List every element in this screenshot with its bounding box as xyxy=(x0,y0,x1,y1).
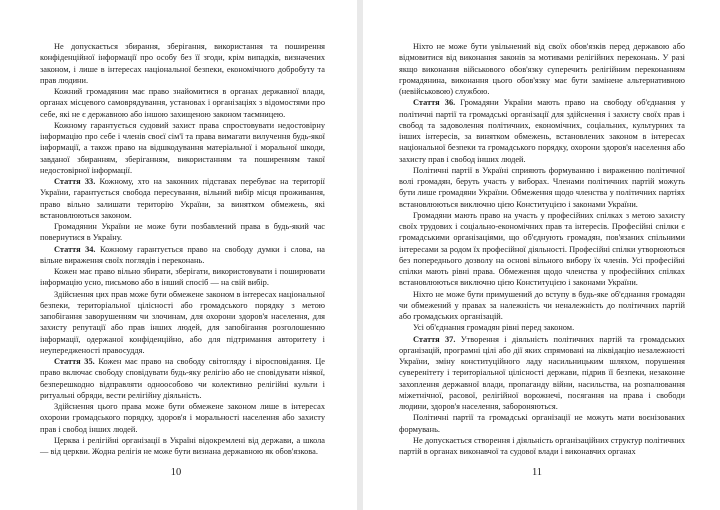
paragraph-text: Кожному, хто на законних підставах перебуває на території України, гарантується свобода пересування, вільний вибір місця проживання, право вільно залишати територію України, за винятком обмежень, які встановлюються законом. xyxy=(40,177,325,220)
article-paragraph xyxy=(399,97,685,165)
right-page-text xyxy=(399,41,685,457)
paragraph xyxy=(40,289,325,357)
paragraph-text: Кожен має право вільно збирати, зберігати, використовувати і поширювати інформацію усно, письмово або в інший спосіб — на свій вибір. xyxy=(40,267,325,288)
paragraph-text: Не допускається збирання, зберігання, використання та поширення конфіденційної інформації про особу без її згоди, крім випадків, визначених законом, і лише в інтересах національної безпеки, економічного добробуту та прав людини. xyxy=(40,42,325,85)
left-page xyxy=(0,0,357,510)
paragraph xyxy=(399,41,685,97)
paragraph xyxy=(40,401,325,435)
paragraph-text: Громадяни України мають право на свободу об'єднання у політичні партії та громадські організації для здійснення і захисту своїх прав і свобод та задоволення політичних, економічних, соціальних, культурних та інших інтересів, за винятком обмежень, встановлених законом в інтересах національної безпеки та громадського порядку, охорони здоров'я населення або захисту прав і свобод інших людей. xyxy=(399,98,685,164)
paragraph xyxy=(399,412,685,435)
paragraph-text: Політичні партії та громадські організації не можуть мати воєнізованих формувань. xyxy=(399,413,685,434)
right-page xyxy=(363,0,720,510)
paragraph xyxy=(399,322,685,333)
paragraph xyxy=(399,210,685,289)
paragraph xyxy=(399,435,685,458)
paragraph-text: Ніхто не може бути примушений до вступу в будь-яке об'єднання громадян чи обмежений у правах за належність чи неналежність до політичних партій або громадських організацій. xyxy=(399,289,685,321)
paragraph-text: Кожному гарантується право на свободу думки і слова, на вільне вираження своїх поглядів і переконань. xyxy=(40,244,325,265)
article-paragraph xyxy=(399,334,685,413)
paragraph xyxy=(40,266,325,289)
paragraph-text: Утворення і діяльність політичних партій та громадських організацій, програмні цілі або дії яких спрямовані на ліквідацію незалежності України, зміну конституційного ладу насильницьким шляхом, порушення суверенітету і територіальної цілісності держави, підрив її безпеки, незаконне захоплення державної влади, пропаганду війни, насильства, на розпалювання міжетнічної, расової, релігійної ворожнечі, посягання на права і свободи людини, здоров'я населення, забороняються. xyxy=(399,334,685,411)
article-paragraph xyxy=(40,356,325,401)
paragraph xyxy=(40,221,325,244)
paragraph-text: Здійснення цього права може бути обмежене законом лише в інтересах охорони громадського порядку, здоров'я і моральності населення або захисту прав і свобод інших людей. xyxy=(40,402,325,434)
article-heading: Стаття 36. xyxy=(413,98,456,108)
paragraph-text: Усі об'єднання громадян рівні перед законом. xyxy=(413,323,575,333)
paragraph xyxy=(40,41,325,86)
article-paragraph xyxy=(40,176,325,221)
paragraph-text: Не допускається створення і діяльність організаційних структур політичних партій в органах виконавчої та судової влади і виконавчих органах xyxy=(399,435,685,456)
paragraph xyxy=(40,120,325,176)
paragraph-text: Ніхто не може бути увільнений від своїх обов'язків перед державою або відмовитися від виконання законів за мотивами релігійних переконань. У разі якщо виконання військового обов'язку суперечить релігійним переконанням громадянина, виконання цього обов'язку має бути замінене альтернативною (невійськовою) службою. xyxy=(399,42,685,96)
paragraph-text: Кожен має право на свободу світогляду і віросповідання. Це право включає свободу сповідувати будь-яку релігію або не сповідувати ніякої, безперешкодно відправляти одноособово чи колективно релігійні культи і ритуальні обряди, вести релігійну діяльність. xyxy=(40,357,325,400)
paragraph-text: Політичні партії в Україні сприяють формуванню і вираженню політичної волі громадян, беруть участь у виборах. Членами політичних партій можуть бути лише громадяни України. Обмеження щодо членства у політичних партіях встановлюються виключно цією Конституцією і законами України. xyxy=(399,165,685,209)
paragraph-text: Громадяни мають право на участь у професійних спілках з метою захисту своїх трудових і соціально-економічних прав та інтересів. Професійні спілки є громадськими організаціями, що об'єднують громадян, пов'язаних спільними інтересами за родом їх професійної діяльності. Професійні спілки утворюються без попереднього дозволу на основі вільного вибору їх членів. Усі професійні спілки мають рівні права. Обмеження щодо членства у професійних спілках встановлюються виключно цією Конституцією і законами України. xyxy=(399,210,685,288)
article-paragraph xyxy=(40,244,325,267)
left-page-number: 10 xyxy=(170,467,182,478)
paragraph xyxy=(399,289,685,323)
paragraph xyxy=(40,435,325,458)
article-heading: Стаття 34. xyxy=(54,244,96,254)
article-heading: Стаття 37. xyxy=(413,334,456,344)
paragraph-text: Церква і релігійні організації в Україні відокремлені від держави, а школа — від церкви. Жодна релігія не може бути визнана державною як обов'язкова. xyxy=(40,435,325,456)
paragraph-text: Здійснення цих прав може бути обмежене законом в інтересах національної безпеки, територіальної цілісності або громадського порядку з метою запобігання заворушенням чи злочинам, для охорони здоров'я населення, для захисту репутації або прав інших людей, для запобігання розголошенню інформації, одержаної конфіденційно, або для підтримання авторитету і неупередженості правосуддя. xyxy=(40,289,325,355)
paragraph-text: Громадянин України не може бути позбавлений права в будь-який час повернутися в Україну. xyxy=(40,222,325,243)
paragraph-text: Кожний громадянин має право знайомитися в органах державної влади, органах місцевого самоврядування, установах і організаціях з відомостями про себе, які не є державною або іншою захищеною законом таємницею. xyxy=(40,87,325,119)
paragraph-text: Кожному гарантується судовий захист права спростовувати недостовірну інформацію про себе і членів своєї сім'ї та права вимагати вилучення будь-якої інформації, а також право на відшкодування матеріальної і моральної шкоди, завданої збиранням, зберіганням, використанням та поширенням такої недостовірної інформації. xyxy=(40,120,325,175)
paragraph xyxy=(40,86,325,120)
left-page-text xyxy=(40,41,325,457)
paragraph xyxy=(399,165,685,210)
article-heading: Стаття 35. xyxy=(54,357,95,366)
article-heading: Стаття 33. xyxy=(54,177,96,186)
right-page-number: 11 xyxy=(531,467,543,478)
